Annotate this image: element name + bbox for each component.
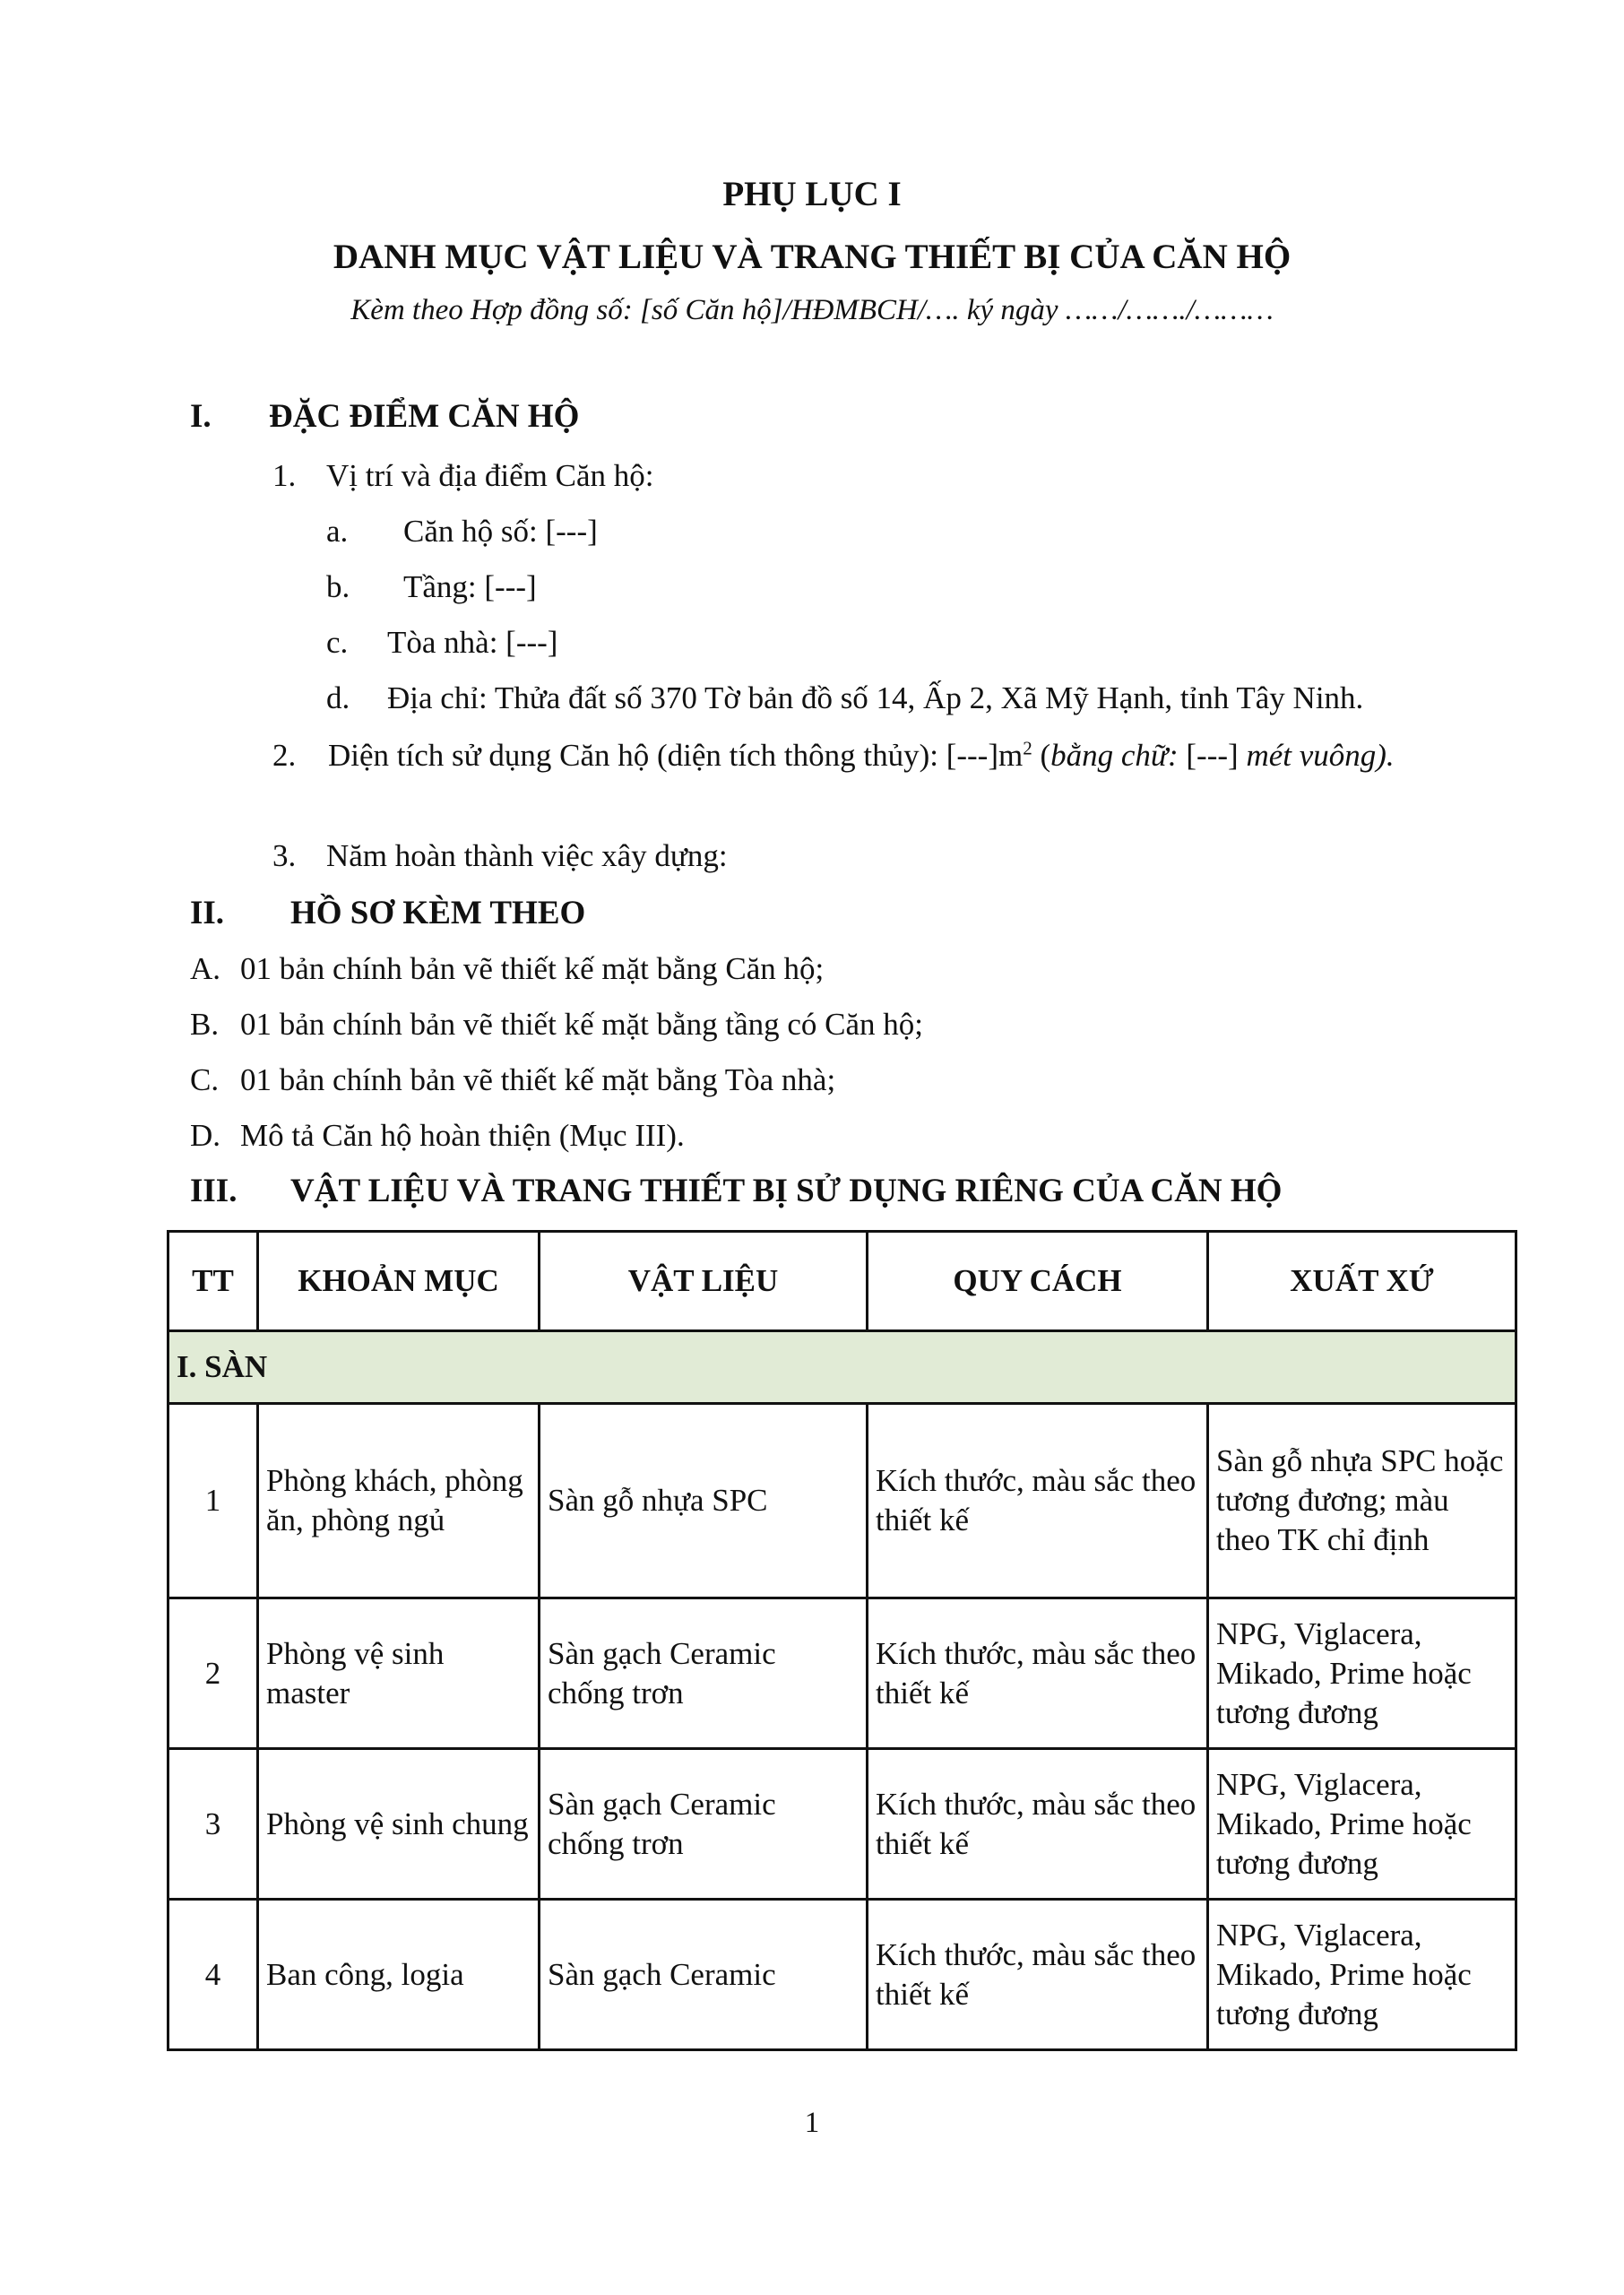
subitem-d-text: Địa chỉ: Thửa đất số 370 Tờ bản đồ số 14, Ấp 2, Xã Mỹ Hạnh, tỉnh Tây Ninh.	[387, 680, 1364, 715]
item-2-paragraph	[272, 735, 1468, 776]
cell-item: Ban công, logia	[258, 1900, 540, 2050]
attachment-a-text: 01 bản chính bản vẽ thiết kế mặt bằng Căn hộ;	[240, 951, 825, 986]
contract-reference: Kèm theo Hợp đồng số: [số Căn hộ]/HĐMBCH/…. ký ngày ……/……./………	[350, 294, 1274, 326]
cell-tt: 1	[168, 1404, 258, 1598]
section-2-number: II.	[190, 895, 225, 931]
cell-material: Sàn gỗ nhựa SPC	[540, 1404, 868, 1598]
attachment-b-text: 01 bản chính bản vẽ thiết kế mặt bằng tầng có Căn hộ;	[240, 1007, 924, 1042]
attachment-a-number: A.	[190, 951, 221, 986]
subitem-b-text: Tầng: [---]	[403, 569, 537, 604]
cell-material: Sàn gạch Ceramic chống trơn	[540, 1598, 868, 1749]
item-2-italic-unit: mét vuông).	[1246, 738, 1395, 773]
cell-item: Phòng vệ sinh master	[258, 1598, 540, 1749]
subitem-c-number: c.	[326, 625, 349, 660]
subitem-a-text: Căn hộ số: [---]	[403, 514, 598, 549]
header-item: KHOẢN MỤC	[258, 1232, 540, 1331]
cell-tt: 4	[168, 1900, 258, 2050]
attachment-d-number: D.	[190, 1118, 221, 1153]
cell-origin: NPG, Viglacera, Mikado, Prime hoặc tương đương	[1208, 1900, 1516, 2050]
attachment-d-text: Mô tả Căn hộ hoàn thiện (Mục III).	[240, 1118, 685, 1153]
attachment-c-text: 01 bản chính bản vẽ thiết kế mặt bằng Tòa nhà;	[240, 1062, 836, 1097]
item-2-text: Diện tích sử dụng Căn hộ (diện tích thông thủy): [---]m	[328, 738, 1024, 773]
appendix-title: PHỤ LỤC I	[722, 175, 902, 213]
item-2-value: [---]	[1178, 738, 1247, 773]
appendix-subtitle: DANH MỤC VẬT LIỆU VÀ TRANG THIẾT BỊ CỦA CĂN HỘ	[333, 238, 1291, 276]
cell-spec: Kích thước, màu sắc theo thiết kế	[868, 1900, 1208, 2050]
group-label: I. SÀN	[168, 1331, 1516, 1404]
attachment-c-number: C.	[190, 1062, 220, 1097]
page-number: 1	[804, 2107, 820, 2139]
materials-table	[167, 1230, 1517, 2051]
table-row	[168, 1900, 1516, 2050]
cell-origin: Sàn gỗ nhựa SPC hoặc tương đương; màu theo TK chỉ định	[1208, 1404, 1516, 1598]
table-header-row	[168, 1232, 1516, 1331]
item-1-text: Vị trí và địa điểm Căn hộ:	[326, 458, 654, 493]
item-3-text: Năm hoàn thành việc xây dựng:	[326, 838, 728, 873]
item-1-number: 1.	[272, 458, 297, 493]
subitem-b-number: b.	[326, 569, 350, 604]
cell-spec: Kích thước, màu sắc theo thiết kế	[868, 1404, 1208, 1598]
table-row	[168, 1749, 1516, 1900]
item-2-paren: (	[1032, 738, 1051, 773]
attachment-b-number: B.	[190, 1007, 220, 1042]
header-tt: TT	[168, 1232, 258, 1331]
item-2-number: 2.	[272, 738, 297, 773]
cell-item: Phòng khách, phòng ăn, phòng ngủ	[258, 1404, 540, 1598]
cell-origin: NPG, Viglacera, Mikado, Prime hoặc tương đương	[1208, 1749, 1516, 1900]
cell-origin: NPG, Viglacera, Mikado, Prime hoặc tương đương	[1208, 1598, 1516, 1749]
section-2-title: HỒ SƠ KÈM THEO	[290, 895, 586, 931]
subitem-a-number: a.	[326, 514, 349, 549]
section-3-number: III.	[190, 1173, 238, 1209]
cell-tt: 2	[168, 1598, 258, 1749]
cell-material: Sàn gạch Ceramic chống trơn	[540, 1749, 868, 1900]
cell-spec: Kích thước, màu sắc theo thiết kế	[868, 1598, 1208, 1749]
table-group-row	[168, 1331, 1516, 1404]
table-row	[168, 1598, 1516, 1749]
section-1-title: ĐẶC ĐIỂM CĂN HỘ	[269, 398, 580, 435]
section-1-number: I.	[190, 398, 212, 435]
header-origin: XUẤT XỨ	[1208, 1232, 1516, 1331]
section-3-title: VẬT LIỆU VÀ TRANG THIẾT BỊ SỬ DỤNG RIÊNG CỦA CĂN HỘ	[290, 1173, 1283, 1209]
header-spec: QUY CÁCH	[868, 1232, 1208, 1331]
item-2-italic-label: bằng chữ:	[1050, 738, 1179, 773]
item-3-number: 3.	[272, 838, 297, 873]
cell-material: Sàn gạch Ceramic	[540, 1900, 868, 2050]
cell-tt: 3	[168, 1749, 258, 1900]
table-row	[168, 1404, 1516, 1598]
cell-item: Phòng vệ sinh chung	[258, 1749, 540, 1900]
header-material: VẬT LIỆU	[540, 1232, 868, 1331]
cell-spec: Kích thước, màu sắc theo thiết kế	[868, 1749, 1208, 1900]
subitem-d-number: d.	[326, 680, 350, 715]
item-2-superscript: 2	[1023, 737, 1032, 759]
subitem-c-text: Tòa nhà: [---]	[387, 625, 558, 660]
